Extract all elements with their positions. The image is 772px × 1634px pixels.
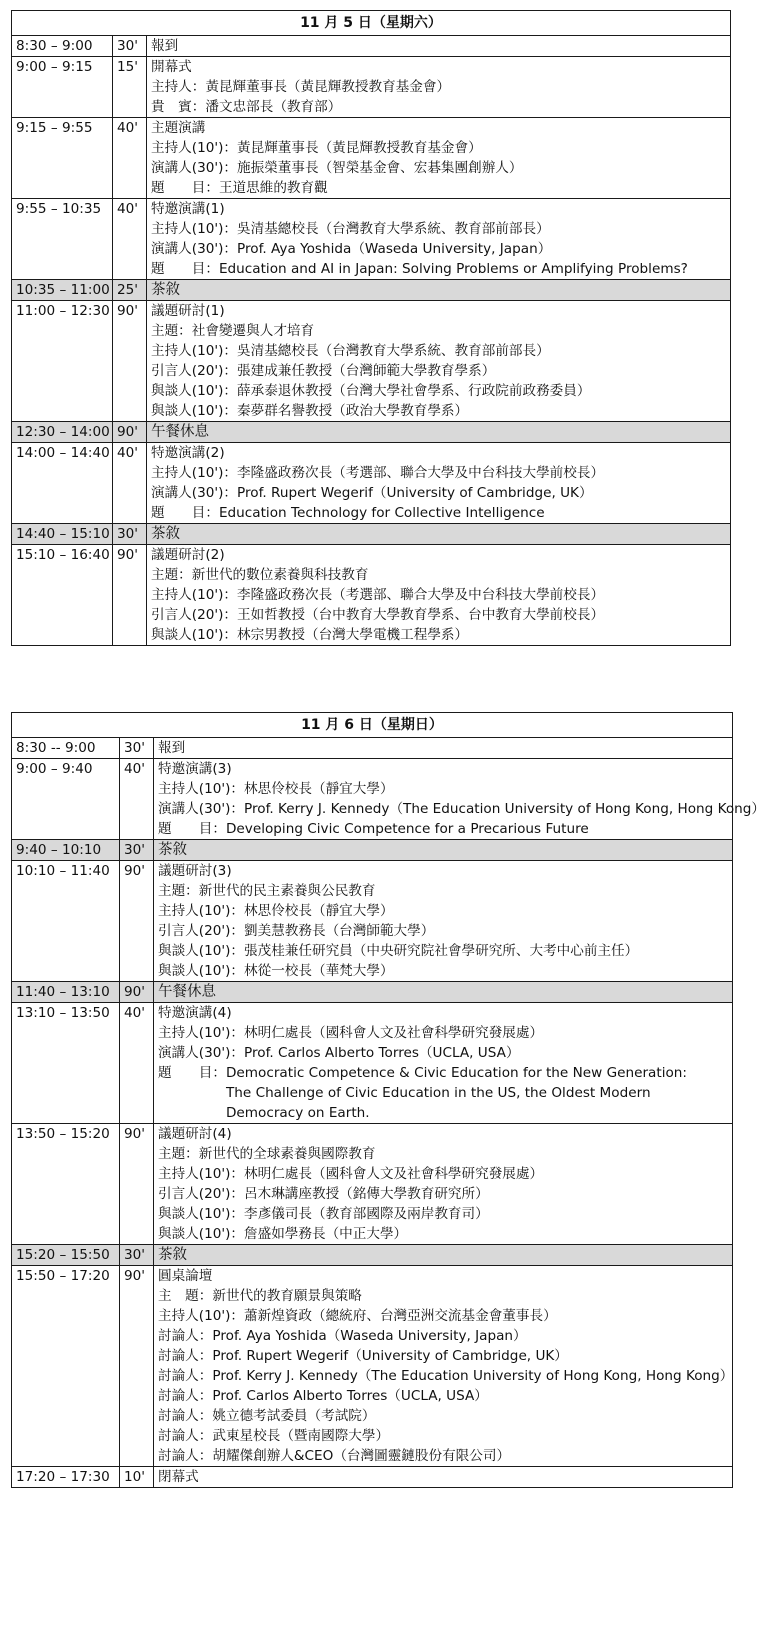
- session-details: [154, 1467, 733, 1488]
- duration: 30': [113, 36, 147, 57]
- session-details: [147, 422, 731, 443]
- session-title: 閉幕式: [158, 1469, 199, 1485]
- session-title: 報到: [151, 38, 179, 54]
- session-detail-line: 主持人：黃昆輝董事長（黃昆輝教授教育基金會）: [151, 79, 451, 95]
- time-slot: 9:15 – 9:55: [12, 118, 113, 199]
- session-details: [154, 759, 765, 840]
- time-slot: 10:10 – 11:40: [12, 861, 120, 982]
- session-detail-line: 與談人(10')：林從一校長（華梵大學）: [158, 963, 394, 979]
- session-title: 特邀演講(4): [158, 1005, 232, 1021]
- break-row: [12, 524, 731, 545]
- session-details: [154, 982, 733, 1003]
- schedule-table-day2: [11, 712, 765, 1488]
- duration: 90': [113, 422, 147, 443]
- session-detail-line: 主持人(10')：林思伶校長（靜宜大學）: [158, 903, 394, 919]
- duration: 40': [113, 118, 147, 199]
- session-detail-line: 演講人(30')：Prof. Carlos Alberto Torres（UCLA, USA）: [158, 1045, 520, 1061]
- session-details: [147, 443, 731, 524]
- time-slot: 9:00 – 9:15: [12, 57, 113, 118]
- time-slot: 9:40 – 10:10: [12, 840, 120, 861]
- session-detail-line: 演講人(30')：施振榮董事長（智榮基金會、宏碁集團創辦人）: [151, 160, 523, 176]
- session-detail-line: 主 題：新世代的教育願景與策略: [158, 1288, 362, 1304]
- session-detail-line: 主持人(10')：林明仁處長（國科會人文及社會科學研究發展處）: [158, 1025, 544, 1041]
- duration: 30': [113, 524, 147, 545]
- session-row: [12, 1266, 733, 1467]
- duration: 90': [120, 861, 154, 982]
- time-slot: 12:30 – 14:00: [12, 422, 113, 443]
- session-row: [12, 861, 733, 982]
- session-title: 茶敘: [158, 1247, 187, 1263]
- session-detail-line: 引言人(20')：劉美慧教務長（台灣師範大學）: [158, 923, 435, 939]
- time-slot: 15:10 – 16:40: [12, 545, 113, 646]
- duration: 90': [120, 1124, 154, 1245]
- session-row: [12, 443, 731, 524]
- session-detail-line: 演講人(30')：Prof. Rupert Wegerif（University of Cambridge, UK）: [151, 485, 593, 501]
- session-detail-line: 討論人：胡耀傑創辦人&CEO（台灣圖靈鏈股份有限公司）: [158, 1448, 511, 1464]
- session-details: [154, 840, 733, 861]
- duration: 90': [113, 301, 147, 422]
- session-details: [154, 1266, 733, 1467]
- session-row: [12, 118, 731, 199]
- session-detail-line: 主持人(10')：李隆盛政務次長（考選部、聯合大學及中台科技大學前校長）: [151, 587, 605, 603]
- session-detail-line: 引言人(20')：王如哲教授（台中教育大學教育學系、台中教育大學前校長）: [151, 607, 605, 623]
- time-slot: 15:20 – 15:50: [12, 1245, 120, 1266]
- session-detail-line: 主持人(10')：林明仁處長（國科會人文及社會科學研究發展處）: [158, 1166, 544, 1182]
- session-title: 議題研討(1): [151, 303, 225, 319]
- session-detail-line: 與談人(10')：李彥儀司長（教育部國際及兩岸教育司）: [158, 1206, 489, 1222]
- session-detail-line: 與談人(10')：張茂桂兼任研究員（中央研究院社會學研究所、大考中心前主任）: [158, 943, 639, 959]
- session-details: [154, 1124, 733, 1245]
- session-row: [12, 36, 731, 57]
- time-slot: 13:10 – 13:50: [12, 1003, 120, 1124]
- session-detail-line: 討論人：姚立德考試委員（考試院）: [158, 1408, 376, 1424]
- duration: 40': [120, 759, 154, 840]
- session-detail-line: 題 目：Education and AI in Japan: Solving Problems or Amplifying Problems?: [151, 261, 688, 277]
- duration: 25': [113, 280, 147, 301]
- session-detail-line: 與談人(10')：林宗男教授（台灣大學電機工程學系）: [151, 627, 469, 643]
- session-title: 茶敘: [151, 526, 180, 542]
- session-title: 特邀演講(3): [158, 761, 232, 777]
- session-details: [147, 36, 731, 57]
- day-title: 11 月 5 日（星期六）: [12, 11, 731, 36]
- session-row: [12, 759, 733, 840]
- session-title: 茶敘: [158, 842, 187, 858]
- session-row: [12, 1124, 733, 1245]
- session-title: 特邀演講(2): [151, 445, 225, 461]
- session-detail-line: 討論人：Prof. Carlos Alberto Torres（UCLA, USA）: [158, 1388, 488, 1404]
- break-row: [12, 422, 731, 443]
- time-slot: 17:20 – 17:30: [12, 1467, 120, 1488]
- session-details: [147, 545, 731, 646]
- duration: 90': [120, 1266, 154, 1467]
- session-detail-line: 主持人(10')：吳清基總校長（台灣教育大學系統、教育部前部長）: [151, 221, 550, 237]
- break-row: [12, 982, 733, 1003]
- session-detail-line: 主持人(10')：吳清基總校長（台灣教育大學系統、教育部前部長）: [151, 343, 550, 359]
- session-title: 開幕式: [151, 59, 192, 75]
- duration: 10': [120, 1467, 154, 1488]
- session-details: [147, 524, 731, 545]
- duration: 90': [113, 545, 147, 646]
- session-title: 圓桌論壇: [158, 1268, 213, 1284]
- time-slot: 13:50 – 15:20: [12, 1124, 120, 1245]
- session-title: 報到: [158, 740, 186, 756]
- session-details: [154, 738, 733, 759]
- time-slot: 8:30 -- 9:00: [12, 738, 120, 759]
- duration: 30': [120, 738, 154, 759]
- session-detail-line: 討論人：Prof. Aya Yoshida（Waseda University, Japan）: [158, 1328, 527, 1344]
- duration: 40': [113, 199, 147, 280]
- duration: 90': [120, 982, 154, 1003]
- time-slot: 11:40 – 13:10: [12, 982, 120, 1003]
- session-details: [154, 861, 733, 982]
- session-row: [12, 1003, 733, 1124]
- session-details: [147, 118, 731, 199]
- session-row: [12, 57, 731, 118]
- duration: 40': [120, 1003, 154, 1124]
- topic-text: Democratic Competence & Civic Education for the New Generation: The Challenge of Civic Education in the US, the Oldest Modern Democracy on Earth.: [225, 1065, 687, 1121]
- day-title: 11 月 6 日（星期日）: [12, 713, 733, 738]
- session-title: 議題研討(3): [158, 863, 232, 879]
- session-details: [147, 199, 731, 280]
- session-detail-line: 主題：新世代的全球素養與國際教育: [158, 1146, 376, 1162]
- session-details: [147, 57, 731, 118]
- duration: 30': [120, 840, 154, 861]
- session-detail-line: 題 目：Developing Civic Competence for a Precarious Future: [158, 821, 589, 837]
- session-detail-line: 討論人：Prof. Rupert Wegerif（University of Cambridge, UK）: [158, 1348, 568, 1364]
- topic-label: 題 目：: [158, 1065, 226, 1081]
- session-title: 主題演講: [151, 120, 206, 136]
- session-detail-line: 討論人：Prof. Kerry J. Kennedy（The Education University of Hong Kong, Hong Kong）: [158, 1368, 734, 1384]
- time-slot: 10:35 – 11:00: [12, 280, 113, 301]
- session-title: 特邀演講(1): [151, 201, 225, 217]
- session-detail-line: 演講人(30')：Prof. Aya Yoshida（Waseda University, Japan）: [151, 241, 552, 257]
- break-row: [12, 1245, 733, 1266]
- session-row: [12, 199, 731, 280]
- session-title: 議題研討(2): [151, 547, 225, 563]
- duration: 30': [120, 1245, 154, 1266]
- session-detail-line: 引言人(20')：張建成兼任教授（台灣師範大學教育學系）: [151, 363, 496, 379]
- time-slot: 11:00 – 12:30: [12, 301, 113, 422]
- session-row: [12, 545, 731, 646]
- session-details: [147, 301, 731, 422]
- time-slot: 15:50 – 17:20: [12, 1266, 120, 1467]
- session-detail-line: 題 目：王道思維的教育觀: [151, 180, 328, 196]
- time-slot: 9:55 – 10:35: [12, 199, 113, 280]
- session-details: [147, 280, 731, 301]
- session-details: [154, 1003, 733, 1124]
- session-detail-line: 主持人(10')：蕭新煌資政（總統府、台灣亞洲交流基金會董事長）: [158, 1308, 557, 1324]
- session-title: 午餐休息: [158, 984, 216, 1000]
- session-detail-line: 題 目：Education Technology for Collective Intelligence: [151, 505, 545, 521]
- session-detail-line: 演講人(30')：Prof. Kerry J. Kennedy（The Education University of Hong Kong, Hong Kong）: [158, 801, 765, 817]
- session-detail-line: 與談人(10')：薛承泰退休教授（台灣大學社會學系、行政院前政務委員）: [151, 383, 591, 399]
- session-detail-line: 討論人：武東星校長（暨南國際大學）: [158, 1428, 390, 1444]
- session-title: 議題研討(4): [158, 1126, 232, 1142]
- session-detail-line: 與談人(10')：詹盛如學務長（中正大學）: [158, 1226, 408, 1242]
- session-detail-line: 引言人(20')：呂木琳講座教授（銘傳大學教育研究所）: [158, 1186, 489, 1202]
- session-detail-line: 貴 賓：潘文忠部長（教育部）: [151, 99, 342, 115]
- session-row: [12, 301, 731, 422]
- duration: 15': [113, 57, 147, 118]
- session-title: 茶敘: [151, 282, 180, 298]
- session-detail-line: 主持人(10')：林思伶校長（靜宜大學）: [158, 781, 394, 797]
- time-slot: 14:00 – 14:40: [12, 443, 113, 524]
- session-detail-line: 主題：新世代的數位素養與科技教育: [151, 567, 369, 583]
- session-details: [154, 1245, 733, 1266]
- session-row: [12, 1467, 733, 1488]
- session-detail-line: 主持人(10')：黃昆輝董事長（黃昆輝教授教育基金會）: [151, 140, 482, 156]
- session-detail-line: 主題：新世代的民主素養與公民教育: [158, 883, 376, 899]
- break-row: [12, 280, 731, 301]
- session-row: [12, 738, 733, 759]
- session-detail-line: 主持人(10')：李隆盛政務次長（考選部、聯合大學及中台科技大學前校長）: [151, 465, 605, 481]
- time-slot: 8:30 – 9:00: [12, 36, 113, 57]
- session-title: 午餐休息: [151, 424, 209, 440]
- duration: 40': [113, 443, 147, 524]
- break-row: [12, 840, 733, 861]
- schedule-table-day1: [11, 10, 731, 646]
- time-slot: 14:40 – 15:10: [12, 524, 113, 545]
- session-detail-line: 與談人(10')：秦夢群名譽教授（政治大學教育學系）: [151, 403, 469, 419]
- session-detail-line: 主題：社會變遷與人才培育: [151, 323, 315, 339]
- session-topic: [158, 1063, 728, 1123]
- time-slot: 9:00 – 9:40: [12, 759, 120, 840]
